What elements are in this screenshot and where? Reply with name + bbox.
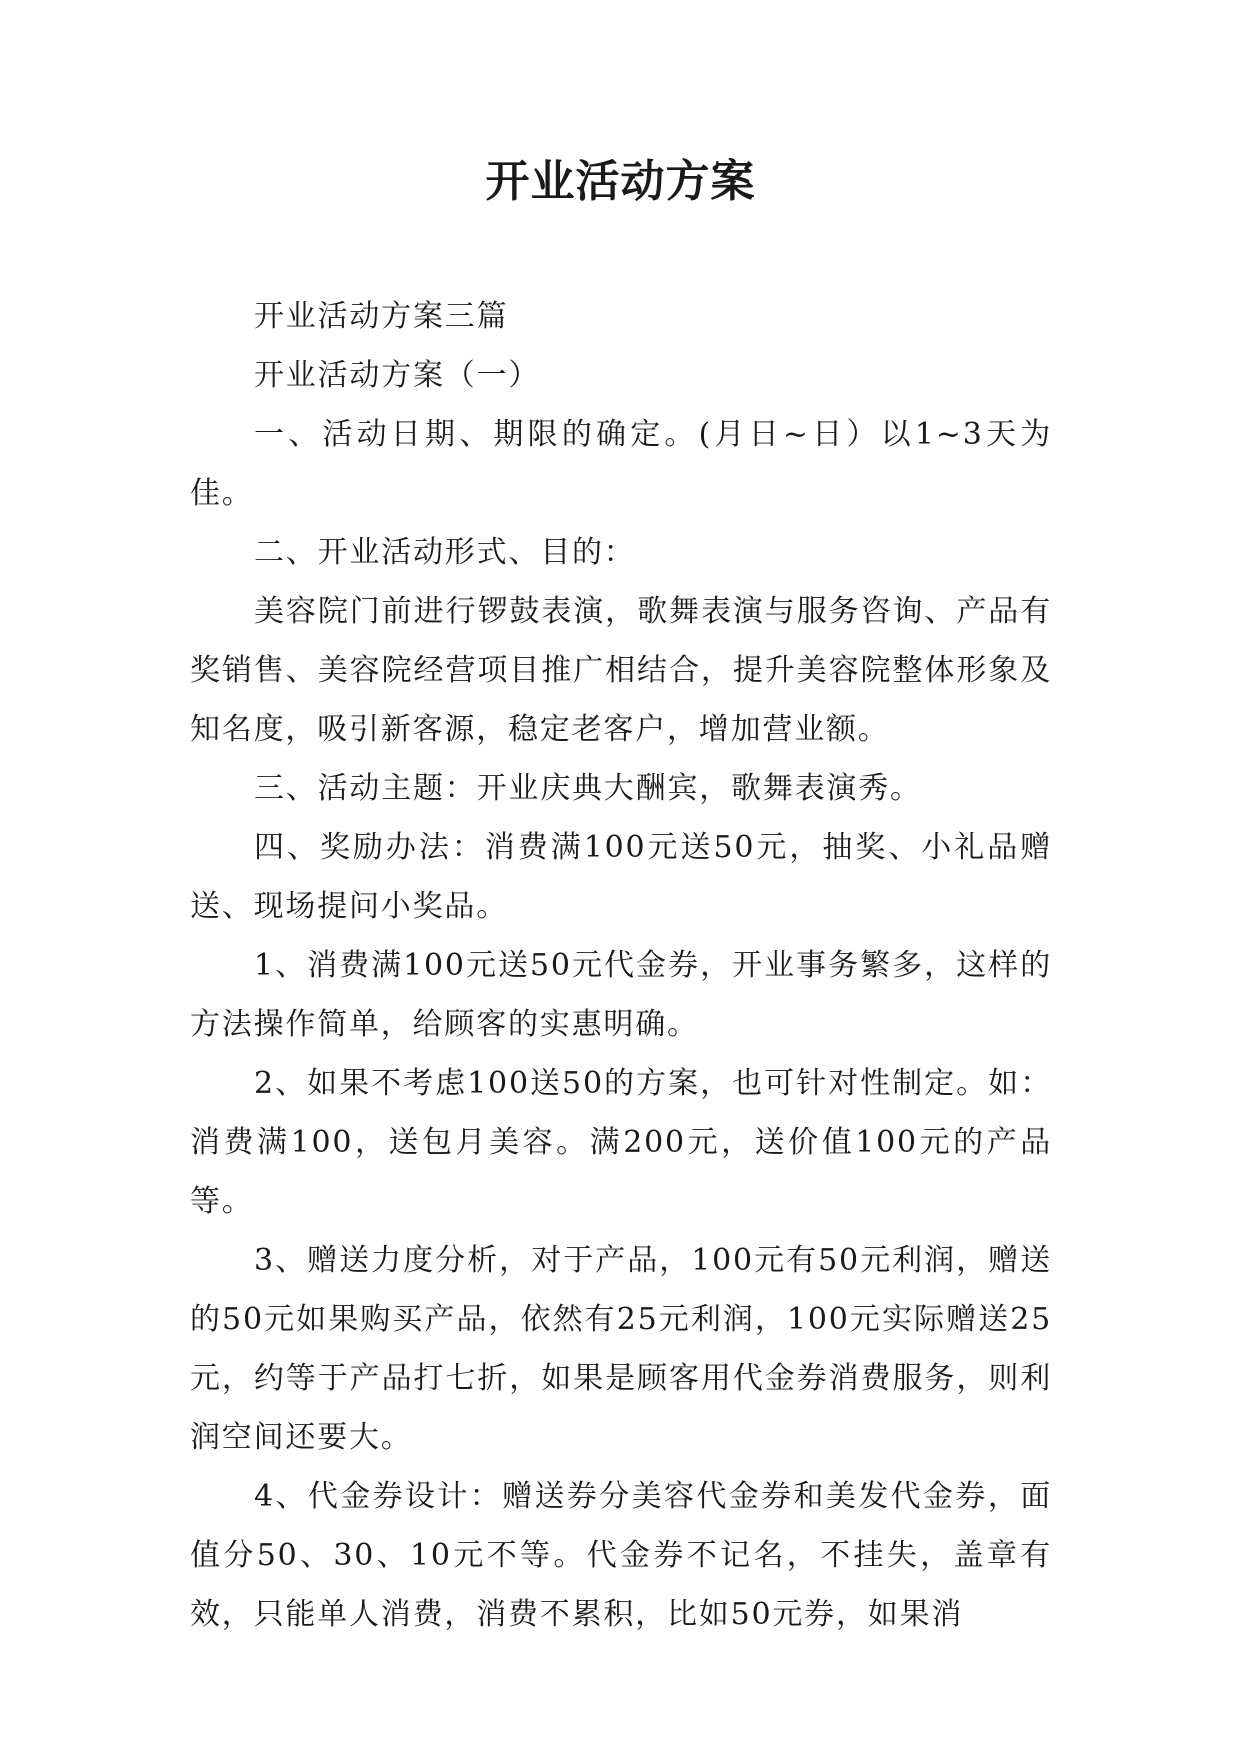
document-body bbox=[190, 287, 1052, 1644]
paragraph: 2、如果不考虑100送50的方案，也可针对性制定。如：消费满100，送包月美容。满200元，送价值100元的产品等。 bbox=[190, 1066, 1052, 1219]
paragraph: 3、赠送力度分析，对于产品，100元有50元利润，赠送的50元如果购买产品，依然有25元利润，100元实际赠送25元，约等于产品打七折，如果是顾客用代金券消费服务，则利润空间还要大。 bbox=[190, 1243, 1052, 1455]
paragraph: 二、开业活动形式、目的： bbox=[254, 535, 636, 570]
paragraph: 开业活动方案三篇 bbox=[254, 299, 509, 334]
paragraph: 开业活动方案（一） bbox=[254, 358, 541, 393]
paragraph: 美容院门前进行锣鼓表演，歌舞表演与服务咨询、产品有奖销售、美容院经营项目推广相结合，提升美容院整体形象及知名度，吸引新客源，稳定老客户，增加营业额。 bbox=[190, 594, 1052, 747]
paragraph: 四、奖励办法：消费满100元送50元，抽奖、小礼品赠送、现场提问小奖品。 bbox=[190, 830, 1052, 924]
paragraph: 4、代金券设计：赠送券分美容代金券和美发代金券，面值分50、30、10元不等。代金券不记名，不挂失，盖章有效，只能单人消费，消费不累积，比如50元券，如果消 bbox=[190, 1479, 1052, 1632]
paragraph: 一、活动日期、期限的确定。(月日~日）以1~3天为佳。 bbox=[190, 417, 1052, 511]
document-title: 开业活动方案 bbox=[485, 156, 756, 207]
paragraph: 1、消费满100元送50元代金券，开业事务繁多，这样的方法操作简单，给顾客的实惠明确。 bbox=[190, 948, 1052, 1042]
paragraph: 三、活动主题：开业庆典大酬宾，歌舞表演秀。 bbox=[254, 771, 922, 806]
